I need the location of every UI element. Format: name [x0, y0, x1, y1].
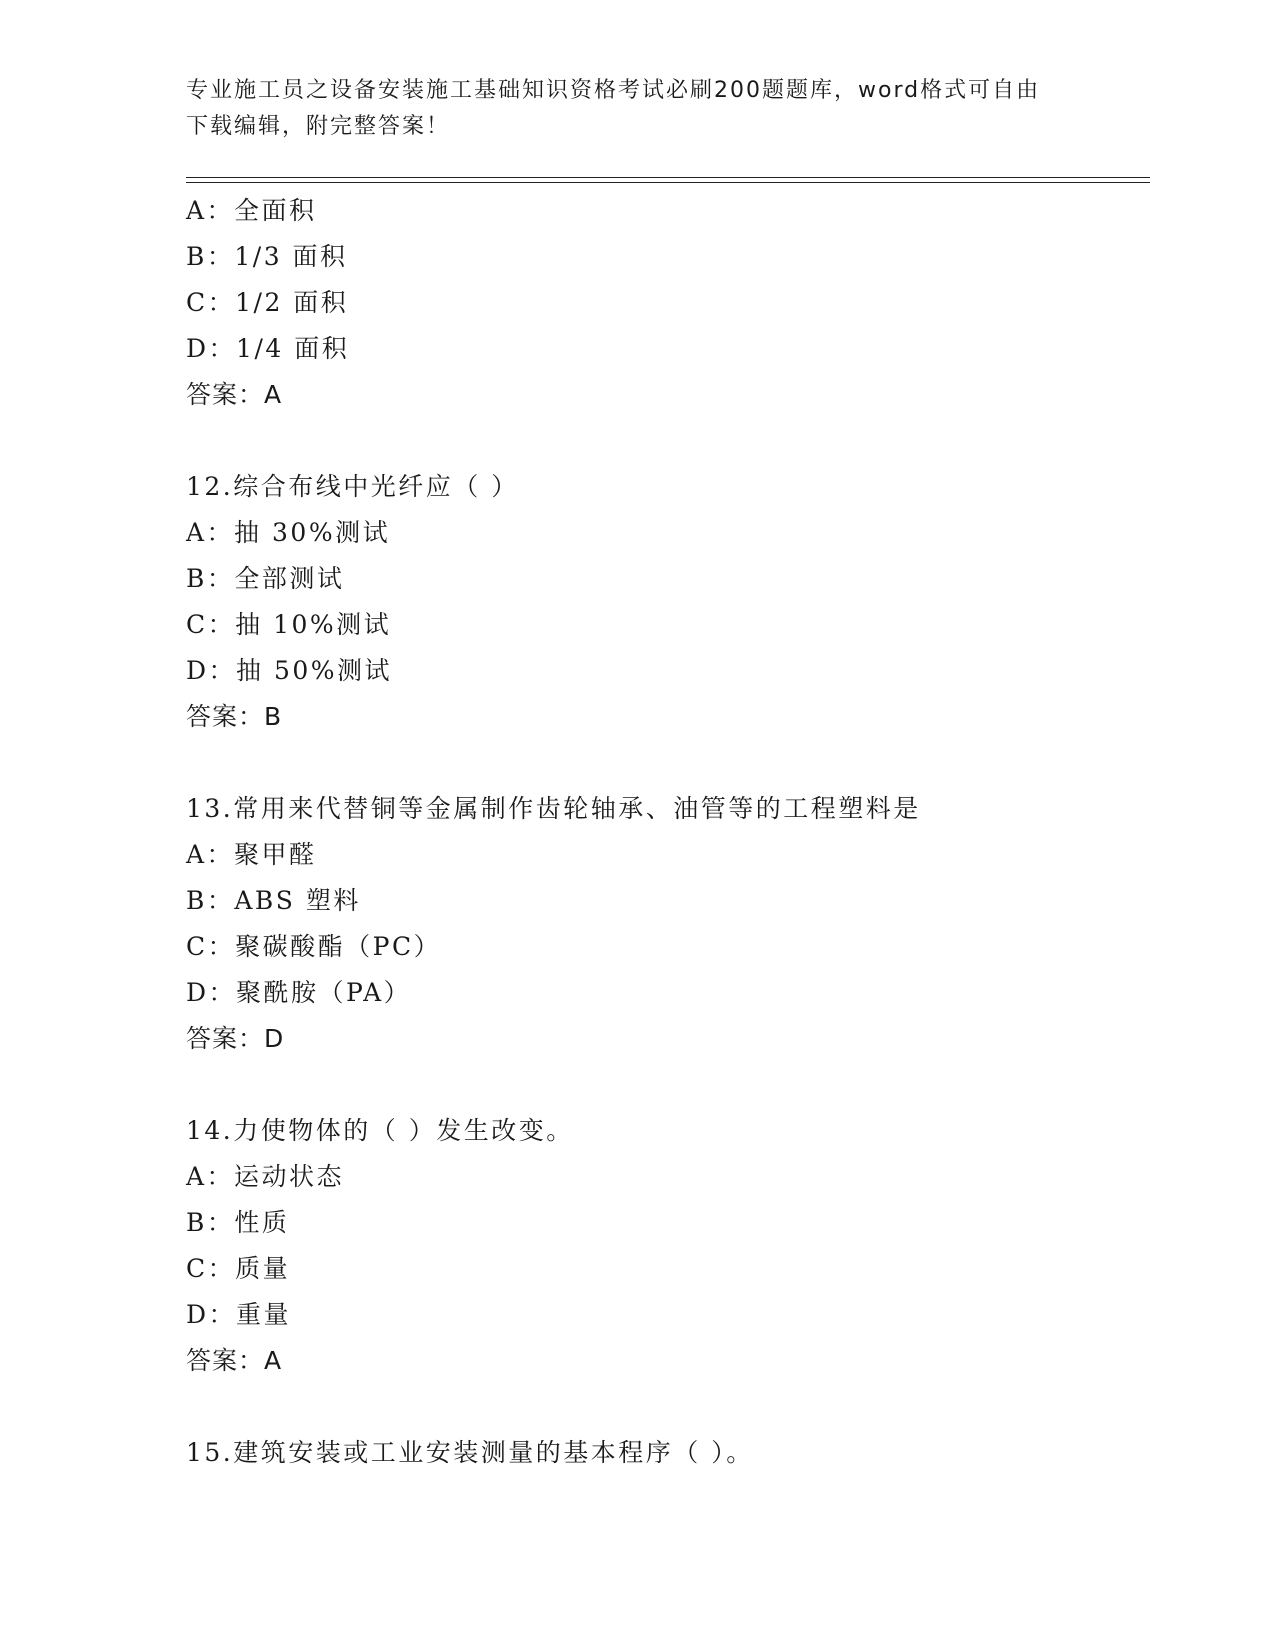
option-c: C：1/2 面积 [186, 288, 349, 317]
option-b: B：性质 [186, 1208, 290, 1237]
spacer [186, 418, 1150, 464]
option-c: C：聚碳酸酯（PC） [186, 932, 442, 961]
option-a: A：运动状态 [186, 1162, 345, 1191]
question-stem: 13.常用来代替铜等金属制作齿轮轴承、油管等的工程塑料是 [186, 794, 921, 823]
answer: 答案：A [186, 380, 283, 409]
option-a: A：全面积 [186, 196, 317, 225]
question-stem: 14.力使物体的（ ）发生改变。 [186, 1116, 574, 1145]
option-a: A：抽 30%测试 [186, 518, 391, 547]
option-b: B：全部测试 [186, 564, 345, 593]
header-divider-top [186, 177, 1150, 178]
question-stem: 15.建筑安装或工业安装测量的基本程序（ ）。 [186, 1438, 754, 1467]
option-b: B：1/3 面积 [186, 242, 348, 271]
header-divider-bottom [186, 182, 1150, 183]
option-c: C：抽 10%测试 [186, 610, 392, 639]
spacer [186, 740, 1150, 786]
answer: 答案：D [186, 1024, 285, 1053]
option-d: D：重量 [186, 1300, 292, 1329]
option-d: D：1/4 面积 [186, 334, 350, 363]
option-a: A：聚甲醛 [186, 840, 317, 869]
document-header [186, 73, 1086, 145]
answer: 答案：B [186, 702, 283, 731]
option-d: D：聚酰胺（PA） [186, 978, 412, 1007]
spacer [186, 1384, 1150, 1430]
answer: 答案：A [186, 1346, 283, 1375]
spacer [186, 1062, 1150, 1108]
option-b: B：ABS 塑料 [186, 886, 361, 915]
question-stem: 12.综合布线中光纤应（ ） [186, 472, 519, 501]
option-d: D：抽 50%测试 [186, 656, 393, 685]
header-line-1: 专业施工员之设备安装施工基础知识资格考试必刷200题题库，word格式可自由 [186, 78, 1041, 103]
option-c: C：质量 [186, 1254, 291, 1283]
header-line-2: 下载编辑，附完整答案！ [186, 114, 451, 139]
question-list [186, 188, 1150, 1476]
